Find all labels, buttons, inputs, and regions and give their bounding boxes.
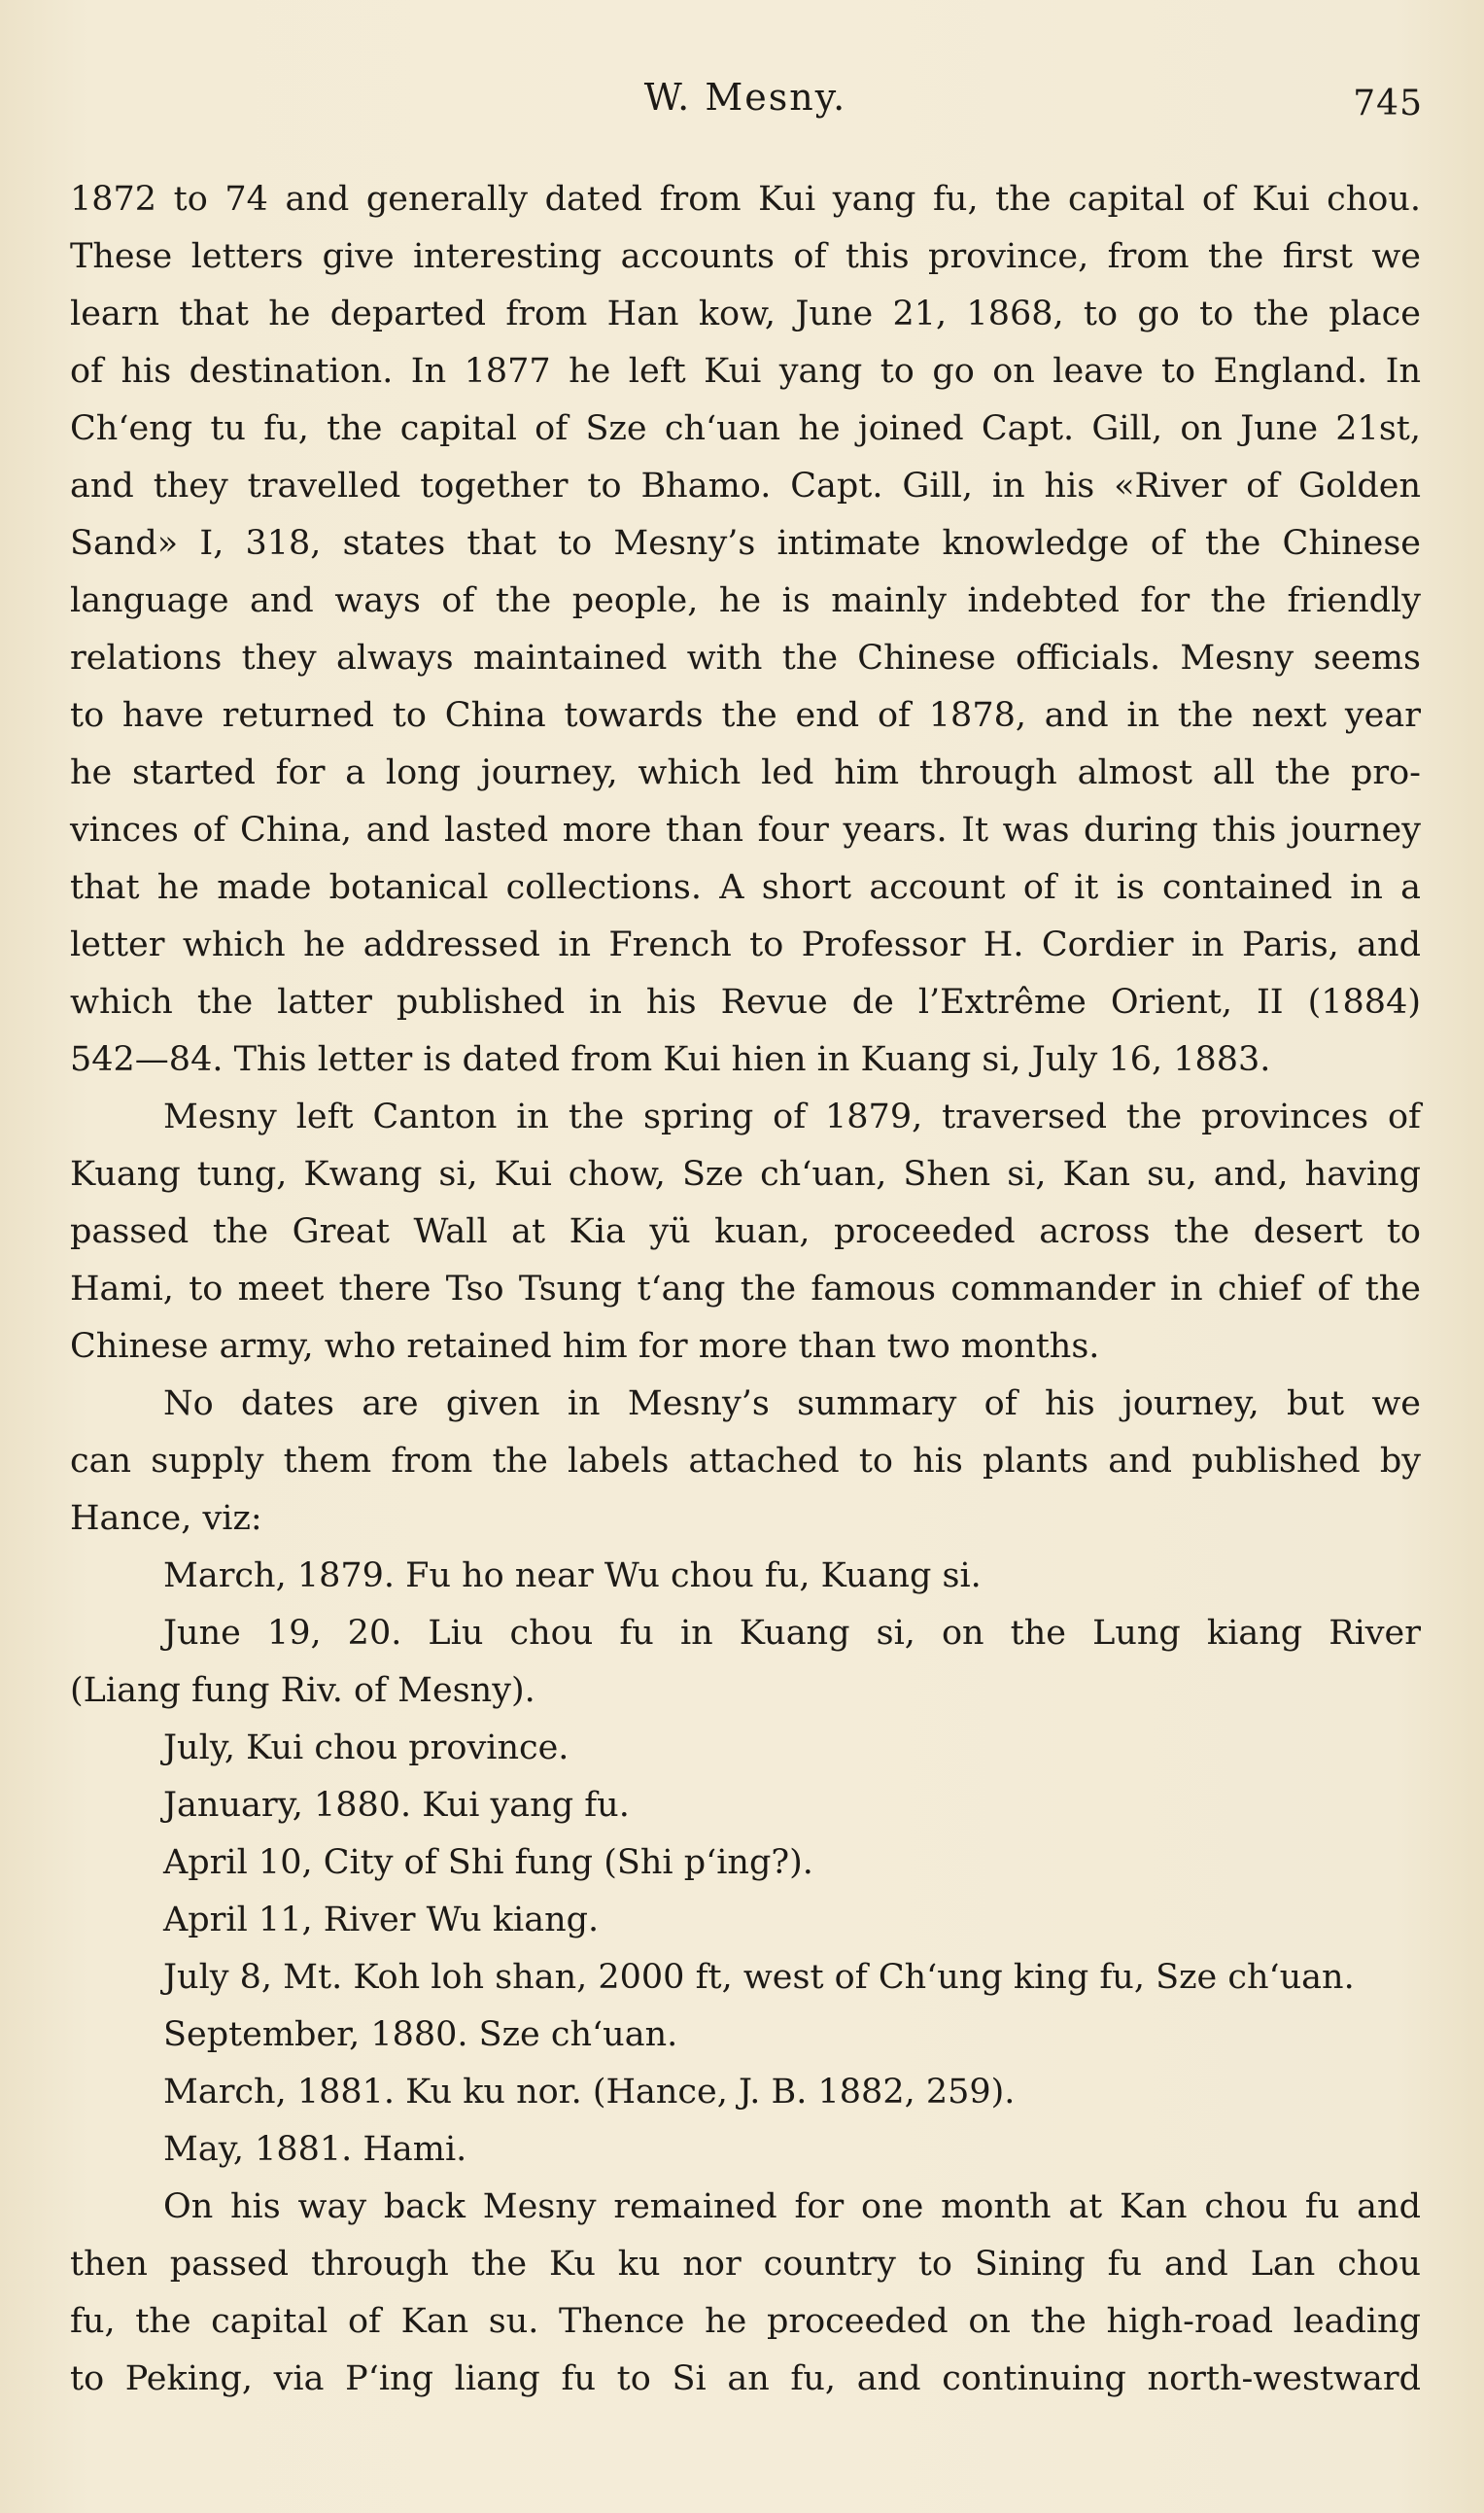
text-line: These letters give interesting accounts of this province, from the first we [70,237,1421,276]
text-line: and they travelled together to Bhamo. Capt. Gill, in his «River of Golden [70,467,1421,506]
text-line: which the latter published in his Revue de l’Extrême Orient, II (1884) [70,983,1421,1022]
itinerary-entry: March, 1881. Ku ku nor. (Hance, J. B. 1882, 259). [163,2073,1016,2112]
itinerary-entry-continued: (Liang fung Riv. of Mesny). [70,1671,535,1710]
text-line: Chʻeng tu fu, the capital of Sze chʻuan he joined Capt. Gill, on June 21st, [70,409,1421,448]
text-line: can supply them from the labels attached to his plants and published by [70,1442,1421,1481]
paragraph-start: Mesny left Canton in the spring of 1879, traversed the provinces of [163,1098,1421,1136]
text-line: Hance, viz: [70,1499,262,1538]
text-line: fu, the capital of Kan su. Thence he proceeded on the high-road leading [70,2302,1421,2341]
itinerary-entry: January, 1880. Kui yang fu. [163,1786,630,1825]
text-line: to Peking, via Pʻing liang fu to Si an fu, and continuing north-westward [70,2359,1421,2398]
running-head: W. Mesny. [643,76,847,119]
itinerary-entry: March, 1879. Fu ho near Wu chou fu, Kuang si. [163,1556,982,1595]
text-line: to have returned to China towards the end of 1878, and in the next year [70,696,1421,735]
text-line: letter which he addressed in French to Professor H. Cordier in Paris, and [70,925,1421,964]
text-line: of his destination. In 1877 he left Kui yang to go on leave to England. In [70,352,1421,391]
text-line: relations they always maintained with the Chinese officials. Mesny seems [70,639,1421,678]
page-header [68,76,1423,134]
text-line: vinces of China, and lasted more than four years. It was during this journey [70,811,1421,850]
text-line: Kuang tung, Kwang si, Kui chow, Sze chʻuan, Shen si, Kan su, and, having [70,1155,1421,1194]
text-line: language and ways of the people, he is mainly indebted for the friendly [70,581,1421,620]
itinerary-entry: April 11, River Wu kiang. [163,1901,600,1939]
itinerary-entry: April 10, City of Shi fung (Shi pʻing?). [163,1843,813,1882]
text-line: then passed through the Ku ku nor country to Sining fu and Lan chou [70,2245,1421,2284]
itinerary-entry: July 8, Mt. Koh loh shan, 2000 ft, west of Chʻung king fu, Sze chʻuan. [163,1958,1355,1997]
text-line: he started for a long journey, which led him through almost all the pro- [70,753,1421,792]
paragraph-start: No dates are given in Mesny’s summary of his journey, but we [163,1384,1421,1423]
itinerary-entry: July, Kui chou province. [163,1728,569,1767]
text-line: Hami, to meet there Tso Tsung tʻang the famous commander in chief of the [70,1270,1421,1309]
text-line: passed the Great Wall at Kia yü kuan, proceeded across the desert to [70,1212,1421,1251]
text-line: 542—84. This letter is dated from Kui hien in Kuang si, July 16, 1883. [70,1040,1271,1079]
itinerary-entry: September, 1880. Sze chʻuan. [163,2015,678,2054]
paragraph-start: On his way back Mesny remained for one month at Kan chou fu and [163,2187,1421,2226]
page-number: 745 [1353,84,1423,123]
text-line: learn that he departed from Han kow, June 21, 1868, to go to the place [70,295,1421,333]
text-line: Sand» I, 318, states that to Mesny’s intimate knowledge of the Chinese [70,524,1421,563]
text-line: Chinese army, who retained him for more than two months. [70,1327,1100,1366]
itinerary-entry: June 19, 20. Liu chou fu in Kuang si, on the Lung kiang River [163,1614,1421,1653]
text-line: 1872 to 74 and generally dated from Kui yang fu, the capital of Kui chou. [70,180,1421,219]
itinerary-entry: May, 1881. Hami. [163,2130,467,2169]
body-text [70,171,1421,2408]
text-line: that he made botanical collections. A short account of it is contained in a [70,868,1421,907]
